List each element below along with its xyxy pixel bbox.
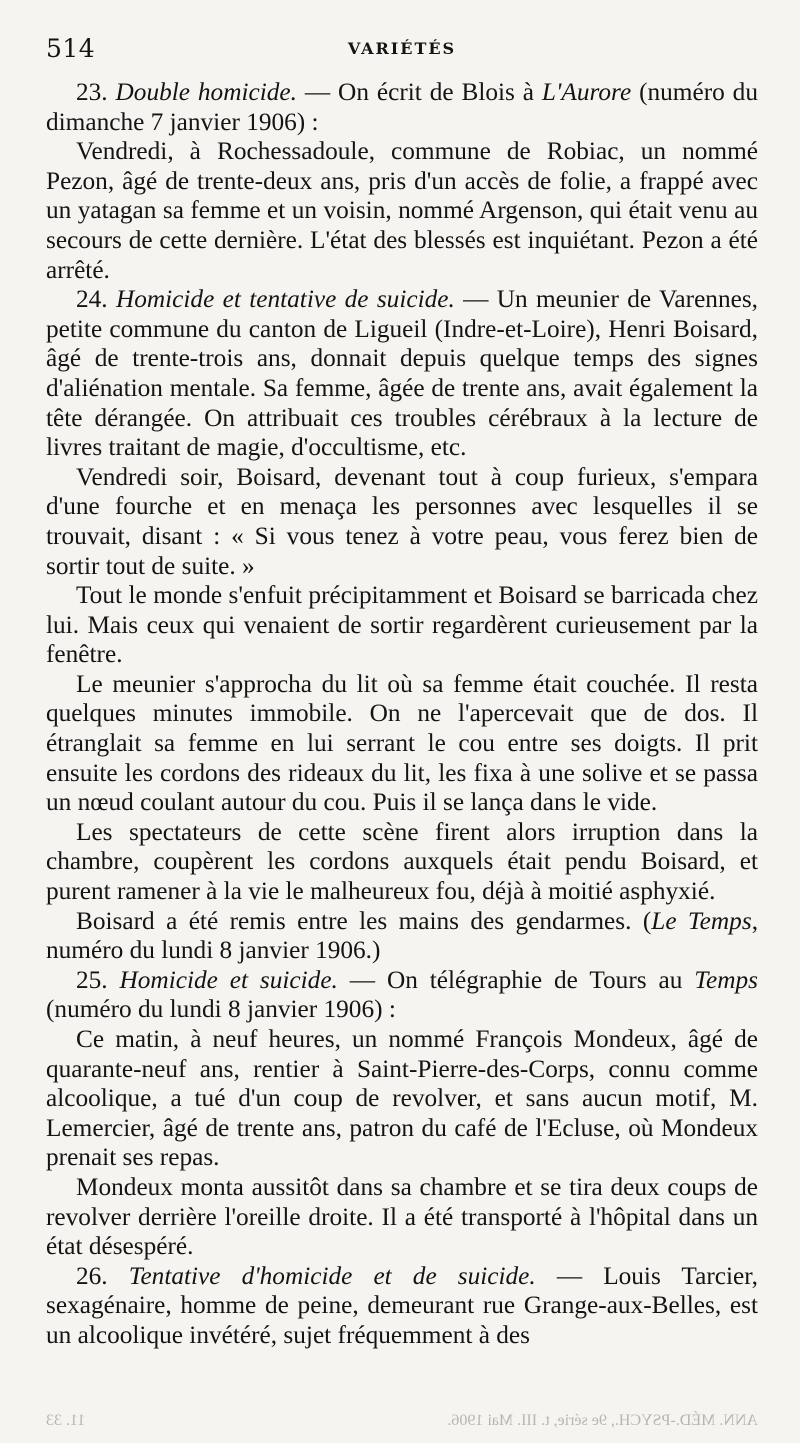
entry-number: 25.	[76, 965, 108, 994]
running-title: VARIÉTÉS	[347, 39, 457, 58]
entry-title: Double homicide.	[115, 78, 297, 106]
paragraph: Ce matin, à neuf heures, un nommé François Mondeux, âgé de quarante-neuf ans, rentier à Saint-Pierre-des-Corps, connu comme alcoolique, a tué d'un coup de revolver, et sans aucun motif, M. Lemercier, âgé de trente ans, patron du café de l'Ecluse, où Mondeux prenait ses repas.	[46, 1025, 758, 1172]
paragraph-24: 24. Homicide et tentative de suicide. — Un meunier de Varennes, petite commune du canton de Ligueil (Indre-et-Loire), Henri Boisard, âgé de trente-trois ans, donnait depuis quelque temps des signes d'aliénation mentale. Sa femme, âgée de trente ans, avait également la tête dérangée. On attribuait ces troubles cérébraux à la lecture de livres traitant de magie, d'occultisme, etc.	[46, 285, 758, 462]
page-number: 514	[46, 34, 96, 63]
source-name: Temps	[694, 965, 758, 994]
paragraph: Tout le monde s'enfuit précipitamment et Boisard se barricada chez lui. Mais ceux qui venaient de sortir regardèrent curieusement par la fenêtre.	[46, 581, 758, 669]
entry-number: 24.	[76, 285, 108, 314]
paragraph: Vendredi, à Rochessadoule, commune de Robiac, un nommé Pezon, âgé de trente-deux ans, pris d'un accès de folie, a frappé avec un yatagan sa femme et un voisin, nommé Argenson, qui était venu au secours de cette dernière. L'état des blessés est inquiétant. Pezon a été arrêté.	[46, 137, 758, 284]
paragraph: Mondeux monta aussitôt dans sa chambre et se tira deux coups de revolver derrière l'oreille droite. Il a été transporté à l'hôpital dans un état désespéré.	[46, 1172, 758, 1261]
paragraph-26: 26. Tentative d'homicide et de suicide. — Louis Tarcier, sexagénaire, homme de peine, demeurant rue Grange-aux-Belles, est un alcoolique invétéré, sujet fréquemment à des	[46, 1261, 758, 1349]
paragraph: Vendredi soir, Boisard, devenant tout à coup furieux, s'empara d'une fourche et en menaça les personnes avec lesquelles il se trouvait, disant : « Si vous tenez à votre peau, vous ferez bien de sortir tout de suite. »	[46, 462, 758, 580]
entry-number: 23.	[76, 78, 108, 106]
paragraph-25-heading: 25. Homicide et suicide. — On télégraphie de Tours au Temps (numéro du lundi 8 janvier 1906) :	[46, 965, 758, 1024]
entry-number: 26.	[76, 1261, 108, 1290]
source-name: Le Temps	[651, 906, 752, 935]
footer-signature-mark: 11. 33	[46, 1412, 86, 1429]
entry-title: Tentative d'homicide et de suicide.	[128, 1261, 536, 1290]
entry-title: Homicide et suicide.	[119, 965, 338, 994]
footer-journal-line: ANN. MÉD.-PSYCH., 9e série, t. III. Mai 1906.	[447, 1412, 758, 1429]
source-name: L'Aurore	[541, 78, 632, 106]
paragraph-source-note: Boisard a été remis entre les mains des gendarmes. (Le Temps, numéro du lundi 8 janvier 1906.)	[46, 906, 759, 965]
page-header	[46, 26, 758, 78]
entry-title: Homicide et tentative de suicide.	[115, 285, 455, 314]
bleed-through-footer	[46, 1408, 758, 1434]
paragraph: Le meunier s'approcha du lit où sa femme était couchée. Il resta quelques minutes immobile. On ne l'apercevait que de dos. Il étranglait sa femme en lui serrant le cou entre ses doigts. Il prit ensuite les cordons des rideaux du lit, les fixa à une solive et se passa un nœud coulant autour du cou. Puis il se lança dans le vide.	[46, 669, 758, 817]
article-body	[46, 78, 758, 1351]
paragraph: Les spectateurs de cette scène firent alors irruption dans la chambre, coupèrent les cordons auxquels était pendu Boisard, et purent ramener à la vie le malheureux fou, déjà à moitié asphyxié.	[46, 817, 758, 906]
paragraph-23-heading: 23. Double homicide. — On écrit de Blois à L'Aurore (numéro du dimanche 7 janvier 1906) :	[46, 78, 758, 136]
